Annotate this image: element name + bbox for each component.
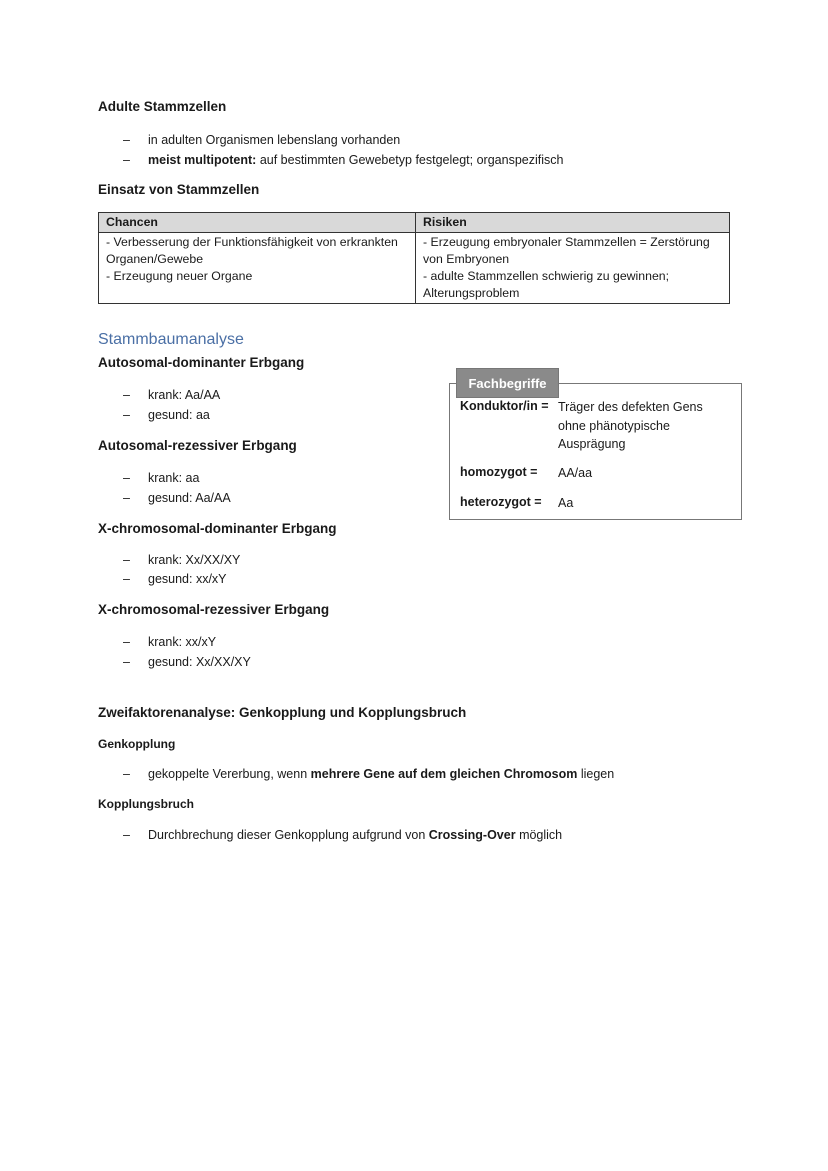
column-header-chancen: Chancen bbox=[99, 213, 416, 233]
bullet-dash: – bbox=[123, 655, 130, 669]
list-item bbox=[148, 828, 562, 842]
bold-text: meist multipotent: bbox=[148, 153, 257, 167]
definition-konduktor: Träger des defekten Gens ohne phänotypische Ausprägung bbox=[558, 400, 703, 451]
chancen-item: - Erzeugung neuer Organe bbox=[106, 269, 253, 283]
list-item: gesund: Xx/XX/XY bbox=[148, 655, 251, 669]
bold-text: mehrere Gene auf dem gleichen Chromosom bbox=[310, 767, 578, 781]
plain-text: auf bestimmten Gewebetyp festgelegt; organspezifisch bbox=[256, 153, 564, 167]
heading-autosomal-rezessiv: Autosomal-rezessiver Erbgang bbox=[98, 438, 297, 453]
list-item: krank: xx/xY bbox=[148, 635, 217, 649]
bullet-dash: – bbox=[123, 553, 130, 567]
heading-autosomal-dominant: Autosomal-dominanter Erbgang bbox=[98, 355, 305, 370]
section-title-stammbaumanalyse: Stammbaumanalyse bbox=[98, 331, 244, 348]
list-item: gesund: Aa/AA bbox=[148, 491, 231, 505]
bullet-dash: – bbox=[123, 133, 130, 147]
bullet-dash: – bbox=[123, 388, 130, 402]
term-heterozygot: heterozygot = bbox=[460, 495, 542, 509]
bullet-dash: – bbox=[123, 153, 130, 167]
heading-genkopplung: Genkopplung bbox=[98, 737, 176, 751]
heading-einsatz: Einsatz von Stammzellen bbox=[98, 182, 260, 197]
heading-x-dominant: X-chromosomal-dominanter Erbgang bbox=[98, 521, 337, 536]
table-row bbox=[99, 233, 730, 304]
bullet-dash: – bbox=[123, 572, 130, 586]
table-header-row bbox=[99, 213, 730, 233]
chancen-item: - Verbesserung der Funktionsfähigkeit von erkrankten Organen/Gewebe bbox=[106, 235, 398, 266]
list-item: krank: Aa/AA bbox=[148, 388, 221, 402]
column-header-risiken: Risiken bbox=[416, 213, 730, 233]
list-item bbox=[148, 153, 563, 167]
risiken-item: - adulte Stammzellen schwierig zu gewinnen; Alterungsproblem bbox=[423, 269, 670, 300]
plain-text: liegen bbox=[577, 767, 615, 781]
heading-zweifaktorenanalyse: Zweifaktorenanalyse: Genkopplung und Kopplungsbruch bbox=[98, 705, 467, 720]
list-item bbox=[148, 767, 614, 781]
plain-text: gekoppelte Vererbung, wenn bbox=[148, 767, 311, 781]
term-konduktor: Konduktor/in = bbox=[460, 399, 549, 413]
bold-text: Crossing-Over bbox=[428, 828, 516, 842]
bullet-dash: – bbox=[123, 828, 130, 842]
definition-heterozygot: Aa bbox=[558, 496, 574, 510]
list-item: krank: aa bbox=[148, 471, 200, 485]
heading-kopplungsbruch: Kopplungsbruch bbox=[98, 797, 194, 811]
cell-risiken bbox=[416, 233, 730, 304]
bullet-dash: – bbox=[123, 471, 130, 485]
list-item: in adulten Organismen lebenslang vorhanden bbox=[148, 133, 401, 147]
bullet-dash: – bbox=[123, 635, 130, 649]
plain-text: möglich bbox=[515, 828, 563, 842]
bullet-dash: – bbox=[123, 408, 130, 422]
list-item: gesund: xx/xY bbox=[148, 572, 227, 586]
risiken-item: - Erzeugung embryonaler Stammzellen = Zerstörung von Embryonen bbox=[423, 235, 710, 266]
term-homozygot: homozygot = bbox=[460, 465, 538, 479]
bullet-dash: – bbox=[123, 491, 130, 505]
list-item: krank: Xx/XX/XY bbox=[148, 553, 241, 567]
chancen-risiken-table bbox=[98, 212, 730, 304]
heading-adulte-stammzellen: Adulte Stammzellen bbox=[98, 99, 227, 114]
list-item: gesund: aa bbox=[148, 408, 210, 422]
fachbegriffe-title: Fachbegriffe bbox=[456, 368, 559, 398]
heading-x-rezessiv: X-chromosomal-rezessiver Erbgang bbox=[98, 602, 330, 617]
bullet-dash: – bbox=[123, 767, 130, 781]
cell-chancen bbox=[99, 233, 416, 304]
definition-homozygot: AA/aa bbox=[558, 466, 593, 480]
plain-text: Durchbrechung dieser Genkopplung aufgrund von bbox=[148, 828, 429, 842]
